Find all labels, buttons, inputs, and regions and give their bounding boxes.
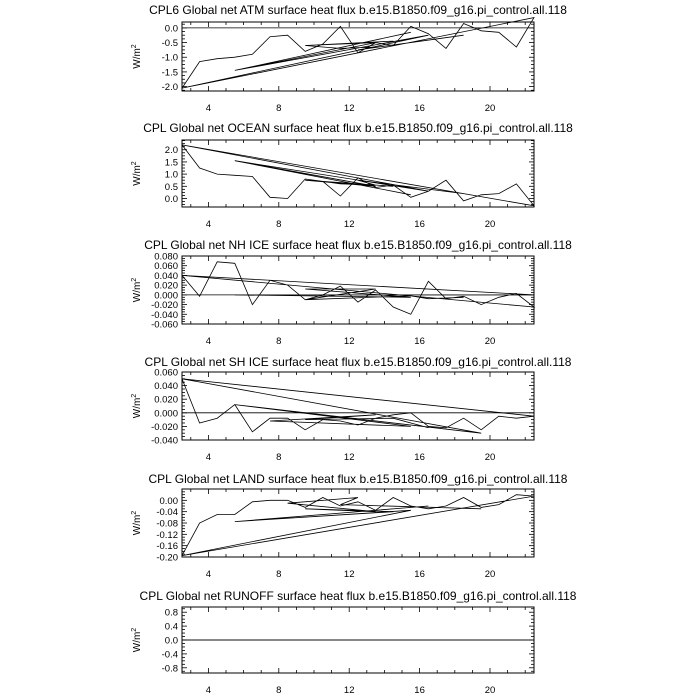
y-tick-label: 0.5 (164, 181, 178, 193)
y-tick-label: 0.020 (154, 280, 178, 292)
y-tick-label: -0.020 (151, 421, 178, 433)
x-tick-label: 4 (205, 219, 212, 230)
x-tick-label: 4 (205, 685, 212, 696)
plot-frame (182, 256, 534, 324)
y-tick-label: 0.00 (159, 495, 178, 507)
y-tick-label: -0.08 (156, 518, 178, 530)
x-tick-label: 16 (414, 452, 425, 463)
y-tick-label: -0.040 (151, 435, 178, 447)
chart-panel-3 (131, 238, 572, 347)
x-tick-label: 20 (484, 103, 496, 114)
chart-title: CPL Global net OCEAN surface heat flux b.e15.B1850.f09_g16.pi_control.all.118 (143, 121, 573, 135)
chart-panel-6 (131, 589, 577, 696)
y-tick-label: 0.060 (154, 261, 178, 273)
y-tick-label: 0.8 (164, 607, 178, 619)
y-axis-label: $W/m^2$ (131, 510, 143, 536)
x-tick-label: 4 (205, 452, 212, 463)
chart-title: CPL Global net RUNOFF surface heat flux b.e15.B1850.f09_g16.pi_control.all.118 (139, 589, 577, 603)
y-tick-label: 0.0 (164, 635, 178, 647)
x-tick-label: 16 (414, 103, 425, 114)
x-tick-label: 20 (484, 452, 496, 463)
y-tick-label: 0.040 (154, 270, 178, 282)
y-tick-label: -0.5 (161, 38, 178, 50)
x-tick-label: 8 (276, 685, 282, 696)
y-tick-label: 0.0 (164, 23, 178, 35)
x-tick-label: 4 (205, 569, 212, 580)
y-tick-label: -0.12 (156, 529, 178, 541)
y-axis-label: $W/m^2$ (131, 393, 143, 419)
x-tick-label: 12 (343, 219, 355, 230)
chart-panel-5 (131, 472, 568, 580)
y-tick-label: -0.20 (156, 552, 178, 564)
x-tick-label: 20 (484, 569, 496, 580)
x-tick-label: 8 (276, 452, 282, 463)
x-tick-label: 4 (205, 336, 212, 347)
y-tick-label: -0.04 (156, 507, 178, 519)
x-tick-label: 20 (484, 685, 496, 696)
x-tick-label: 12 (343, 685, 355, 696)
y-tick-label: -1.0 (161, 52, 178, 64)
chart-title: CPL Global net NH ICE surface heat flux b.e15.B1850.f09_g16.pi_control.all.118 (144, 238, 572, 252)
x-tick-label: 12 (343, 336, 355, 347)
series-line (182, 145, 534, 206)
y-tick-label: 0.000 (154, 290, 178, 302)
series-line (182, 262, 534, 315)
x-tick-label: 8 (276, 219, 282, 230)
series-line (182, 379, 534, 433)
y-axis-label: $W/m^2$ (131, 161, 143, 186)
y-tick-label: 0.080 (154, 251, 178, 263)
y-tick-label: -0.040 (151, 309, 178, 321)
x-tick-label: 8 (276, 336, 282, 347)
x-tick-label: 12 (343, 452, 355, 463)
x-tick-label: 12 (343, 103, 355, 114)
y-tick-label: -0.8 (161, 663, 178, 675)
y-tick-label: 2.0 (164, 145, 178, 157)
y-tick-label: 0.000 (154, 408, 178, 420)
x-tick-label: 20 (484, 219, 496, 230)
chart-panel-2 (131, 121, 573, 230)
plot-frame (182, 22, 534, 91)
chart-panel-1 (131, 3, 567, 114)
y-tick-label: 0.0 (164, 193, 178, 205)
y-axis-label: $W/m^2$ (131, 627, 143, 653)
y-tick-label: -2.0 (161, 82, 178, 94)
y-tick-label: 0.040 (154, 381, 178, 393)
x-tick-label: 4 (205, 103, 212, 114)
x-tick-label: 16 (414, 685, 425, 696)
chart-panel-4 (131, 355, 572, 463)
x-tick-label: 16 (414, 336, 425, 347)
y-tick-label: 1.5 (164, 157, 178, 169)
y-axis-label: $W/m^2$ (131, 277, 143, 303)
y-tick-label: -0.020 (151, 300, 178, 312)
y-tick-label: -0.4 (161, 649, 178, 661)
x-tick-label: 8 (276, 103, 282, 114)
chart-title: CPL Global net SH ICE surface heat flux b.e15.B1850.f09_g16.pi_control.all.118 (144, 355, 572, 369)
y-tick-label: 0.060 (154, 367, 178, 379)
x-tick-label: 20 (484, 336, 496, 347)
y-tick-label: -1.5 (161, 67, 178, 79)
x-tick-label: 8 (276, 569, 282, 580)
x-tick-label: 12 (343, 569, 355, 580)
y-tick-label: 0.4 (164, 621, 178, 633)
y-tick-label: 0.020 (154, 394, 178, 406)
x-tick-label: 16 (414, 219, 425, 230)
series-line (182, 495, 534, 556)
y-tick-label: 1.0 (164, 169, 178, 181)
chart-title: CPL Global net LAND surface heat flux b.e15.B1850.f09_g16.pi_control.all.118 (148, 472, 568, 486)
y-tick-label: -0.16 (156, 541, 178, 553)
x-tick-label: 16 (414, 569, 425, 580)
y-tick-label: -0.060 (151, 319, 178, 331)
chart-title: CPL6 Global net ATM surface heat flux b.e15.B1850.f09_g16.pi_control.all.118 (149, 3, 567, 17)
y-axis-label: $W/m^2$ (131, 44, 143, 69)
